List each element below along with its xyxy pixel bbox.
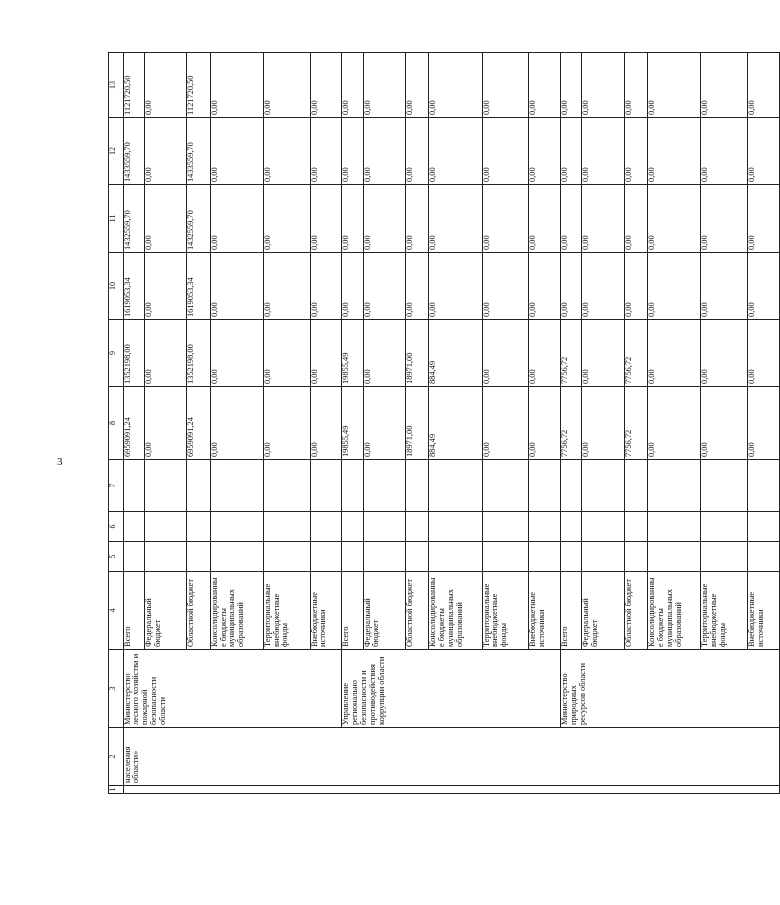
value-cell: 7756,72	[561, 320, 582, 387]
value-cell: 0,00	[482, 185, 529, 253]
header-cell: 9	[109, 320, 124, 387]
table-body	[109, 53, 780, 794]
value-cell: 0,00	[263, 320, 310, 387]
value-cell: 0,00	[144, 185, 186, 253]
value-cell: 6959091,24	[187, 387, 210, 460]
empty-cell	[406, 512, 429, 542]
empty-cell	[123, 460, 144, 512]
value-cell: 19855,49	[342, 387, 363, 460]
page-number: 3	[57, 456, 63, 468]
empty-cell	[263, 512, 310, 542]
value-cell: 0,00	[342, 118, 363, 185]
value-cell: 0,00	[310, 387, 342, 460]
empty-cell	[263, 460, 310, 512]
value-cell: 0,00	[210, 185, 263, 253]
value-cell: 0,00	[363, 53, 405, 118]
value-cell: 0,00	[748, 320, 780, 387]
source-label-cell: Областной бюджет	[624, 572, 647, 650]
empty-cell	[582, 460, 624, 512]
source-label-cell: Территориальные внебюджетные фонды	[701, 572, 748, 650]
value-cell: 0,00	[263, 185, 310, 253]
value-cell: 0,00	[748, 118, 780, 185]
source-label-cell: Внебюджетные источники	[748, 572, 780, 650]
value-cell: 1619053,34	[123, 253, 144, 320]
empty-cell	[701, 460, 748, 512]
col2-cell: населения области»	[123, 728, 779, 786]
empty-cell	[363, 460, 405, 512]
value-cell: 0,00	[406, 53, 429, 118]
value-cell: 0,00	[561, 253, 582, 320]
header-cell: 3	[109, 650, 124, 728]
source-label-cell: Всего	[561, 572, 582, 650]
empty-cell	[144, 460, 186, 512]
value-cell: 0,00	[144, 53, 186, 118]
value-cell: 1432559,70	[187, 185, 210, 253]
empty-cell	[482, 542, 529, 572]
empty-cell	[648, 542, 701, 572]
empty-cell	[482, 460, 529, 512]
org-cell: Министерство природных ресурсов области	[561, 650, 780, 728]
empty-cell	[429, 542, 482, 572]
value-cell: 6959091,24	[123, 387, 144, 460]
empty-cell	[310, 542, 342, 572]
source-label-cell: Внебюджетные источники	[310, 572, 342, 650]
value-cell: 0,00	[144, 253, 186, 320]
value-cell: 0,00	[144, 387, 186, 460]
value-cell: 0,00	[429, 253, 482, 320]
value-cell: 1121720,50	[187, 53, 210, 118]
org-cell: Управление регионально безопасности и противодействия коррупции области	[342, 650, 561, 728]
source-label-cell: Федеральный бюджет	[582, 572, 624, 650]
header-cell: 6	[109, 512, 124, 542]
empty-cell	[406, 460, 429, 512]
value-cell: 0,00	[342, 185, 363, 253]
empty-cell	[406, 542, 429, 572]
value-cell: 0,00	[748, 387, 780, 460]
value-cell: 0,00	[701, 320, 748, 387]
value-cell: 0,00	[482, 53, 529, 118]
value-cell: 0,00	[561, 118, 582, 185]
source-label-cell: Областной бюджет	[406, 572, 429, 650]
value-cell: 0,00	[310, 185, 342, 253]
empty-cell	[529, 542, 561, 572]
value-cell: 0,00	[624, 253, 647, 320]
value-cell: 0,00	[648, 253, 701, 320]
header-cell: 7	[109, 460, 124, 512]
source-label-cell: Консолидированные бюджеты муниципальных образований	[429, 572, 482, 650]
empty-cell	[123, 512, 144, 542]
value-cell: 884,49	[429, 320, 482, 387]
value-cell: 0,00	[310, 53, 342, 118]
value-cell: 0,00	[363, 320, 405, 387]
source-label-cell: Областной бюджет	[187, 572, 210, 650]
value-cell: 0,00	[624, 185, 647, 253]
value-cell: 0,00	[342, 253, 363, 320]
empty-cell	[624, 512, 647, 542]
value-cell: 0,00	[144, 320, 186, 387]
empty-cell	[310, 460, 342, 512]
value-cell: 0,00	[310, 253, 342, 320]
empty-cell	[342, 460, 363, 512]
value-cell: 1352198,00	[187, 320, 210, 387]
empty-cell	[363, 542, 405, 572]
value-cell: 0,00	[701, 185, 748, 253]
empty-cell	[210, 512, 263, 542]
value-cell: 0,00	[342, 53, 363, 118]
source-label-cell: Территориальные внебюджетные фонды	[482, 572, 529, 650]
empty-cell	[561, 460, 582, 512]
empty-cell	[561, 542, 582, 572]
empty-cell	[187, 542, 210, 572]
empty-cell	[210, 542, 263, 572]
value-cell: 0,00	[482, 320, 529, 387]
table-row	[123, 53, 144, 794]
budget-table	[108, 52, 780, 794]
value-cell: 0,00	[624, 118, 647, 185]
value-cell: 0,00	[582, 387, 624, 460]
header-cell: 13	[109, 53, 124, 118]
value-cell: 0,00	[582, 253, 624, 320]
header-cell: 8	[109, 387, 124, 460]
value-cell: 1433559,70	[187, 118, 210, 185]
value-cell: 0,00	[406, 253, 429, 320]
source-label-cell: Всего	[123, 572, 144, 650]
value-cell: 1432559,70	[123, 185, 144, 253]
empty-cell	[701, 542, 748, 572]
value-cell: 0,00	[263, 53, 310, 118]
empty-cell	[144, 512, 186, 542]
value-cell: 0,00	[648, 320, 701, 387]
value-cell: 0,00	[748, 53, 780, 118]
value-cell: 0,00	[648, 185, 701, 253]
value-cell: 0,00	[561, 53, 582, 118]
empty-cell	[310, 512, 342, 542]
source-label-cell: Внебюджетные источники	[529, 572, 561, 650]
empty-cell	[187, 460, 210, 512]
value-cell: 18971,00	[406, 320, 429, 387]
empty-cell	[701, 512, 748, 542]
value-cell: 0,00	[582, 185, 624, 253]
value-cell: 1619053,34	[187, 253, 210, 320]
empty-cell	[429, 512, 482, 542]
empty-cell	[529, 460, 561, 512]
empty-cell	[210, 460, 263, 512]
empty-cell	[187, 512, 210, 542]
value-cell: 0,00	[363, 387, 405, 460]
header-cell: 5	[109, 542, 124, 572]
header-cell: 1	[109, 786, 124, 794]
value-cell: 0,00	[561, 185, 582, 253]
value-cell: 0,00	[363, 118, 405, 185]
value-cell: 1352198,00	[123, 320, 144, 387]
value-cell: 0,00	[748, 185, 780, 253]
empty-cell	[582, 542, 624, 572]
value-cell: 0,00	[701, 253, 748, 320]
value-cell: 0,00	[210, 118, 263, 185]
empty-cell	[648, 512, 701, 542]
source-label-cell: Федеральный бюджет	[144, 572, 186, 650]
value-cell: 0,00	[263, 387, 310, 460]
value-cell: 0,00	[648, 53, 701, 118]
value-cell: 0,00	[529, 118, 561, 185]
empty-cell	[748, 512, 780, 542]
value-cell: 0,00	[748, 253, 780, 320]
value-cell: 7756,72	[624, 320, 647, 387]
value-cell: 0,00	[582, 118, 624, 185]
value-cell: 0,00	[529, 320, 561, 387]
empty-cell	[429, 460, 482, 512]
value-cell: 0,00	[582, 53, 624, 118]
value-cell: 0,00	[210, 387, 263, 460]
source-label-cell: Всего	[342, 572, 363, 650]
table-row	[342, 53, 363, 794]
value-cell: 0,00	[310, 320, 342, 387]
header-cell: 10	[109, 253, 124, 320]
value-cell: 18971,00	[406, 387, 429, 460]
empty-cell	[748, 460, 780, 512]
empty-cell	[363, 512, 405, 542]
empty-cell	[748, 542, 780, 572]
value-cell: 0,00	[701, 387, 748, 460]
value-cell: 0,00	[210, 320, 263, 387]
header-cell: 2	[109, 728, 124, 786]
value-cell: 1433559,70	[123, 118, 144, 185]
value-cell: 0,00	[429, 185, 482, 253]
value-cell: 0,00	[482, 118, 529, 185]
value-cell: 0,00	[310, 118, 342, 185]
empty-cell	[624, 460, 647, 512]
value-cell: 0,00	[624, 53, 647, 118]
value-cell: 0,00	[529, 253, 561, 320]
value-cell: 0,00	[529, 387, 561, 460]
empty-cell	[263, 542, 310, 572]
value-cell: 0,00	[582, 320, 624, 387]
value-cell: 0,00	[263, 253, 310, 320]
source-label-cell: Территориальные внебюджетные фонды	[263, 572, 310, 650]
value-cell: 0,00	[482, 253, 529, 320]
empty-cell	[144, 542, 186, 572]
col1-cell	[123, 786, 779, 794]
org-cell: Министерство лесного хозяйства и пожарной безопасности области	[123, 650, 342, 728]
value-cell: 7756,72	[561, 387, 582, 460]
empty-cell	[529, 512, 561, 542]
value-cell: 0,00	[529, 185, 561, 253]
table-row	[561, 53, 582, 794]
header-cell: 4	[109, 572, 124, 650]
empty-cell	[561, 512, 582, 542]
empty-cell	[342, 512, 363, 542]
empty-cell	[624, 542, 647, 572]
value-cell: 0,00	[648, 387, 701, 460]
value-cell: 0,00	[529, 53, 561, 118]
empty-cell	[482, 512, 529, 542]
value-cell: 0,00	[210, 53, 263, 118]
source-label-cell: Консолидированные бюджеты муниципальных образований	[210, 572, 263, 650]
value-cell: 0,00	[406, 118, 429, 185]
empty-cell	[648, 460, 701, 512]
source-label-cell: Федеральный бюджет	[363, 572, 405, 650]
value-cell: 0,00	[210, 253, 263, 320]
value-cell: 0,00	[648, 118, 701, 185]
header-row	[109, 53, 124, 794]
value-cell: 0,00	[363, 253, 405, 320]
rotated-table-container	[108, 53, 780, 794]
empty-cell	[342, 542, 363, 572]
value-cell: 0,00	[482, 387, 529, 460]
value-cell: 7756,72	[624, 387, 647, 460]
value-cell: 0,00	[429, 118, 482, 185]
value-cell: 0,00	[406, 185, 429, 253]
value-cell: 0,00	[701, 118, 748, 185]
value-cell: 0,00	[701, 53, 748, 118]
value-cell: 1121720,50	[123, 53, 144, 118]
value-cell: 0,00	[144, 118, 186, 185]
value-cell: 0,00	[263, 118, 310, 185]
empty-cell	[582, 512, 624, 542]
empty-cell	[123, 542, 144, 572]
header-cell: 12	[109, 118, 124, 185]
value-cell: 0,00	[363, 185, 405, 253]
value-cell: 884,49	[429, 387, 482, 460]
value-cell: 19855,49	[342, 320, 363, 387]
source-label-cell: Консолидированные бюджеты муниципальных образований	[648, 572, 701, 650]
value-cell: 0,00	[429, 53, 482, 118]
header-cell: 11	[109, 185, 124, 253]
